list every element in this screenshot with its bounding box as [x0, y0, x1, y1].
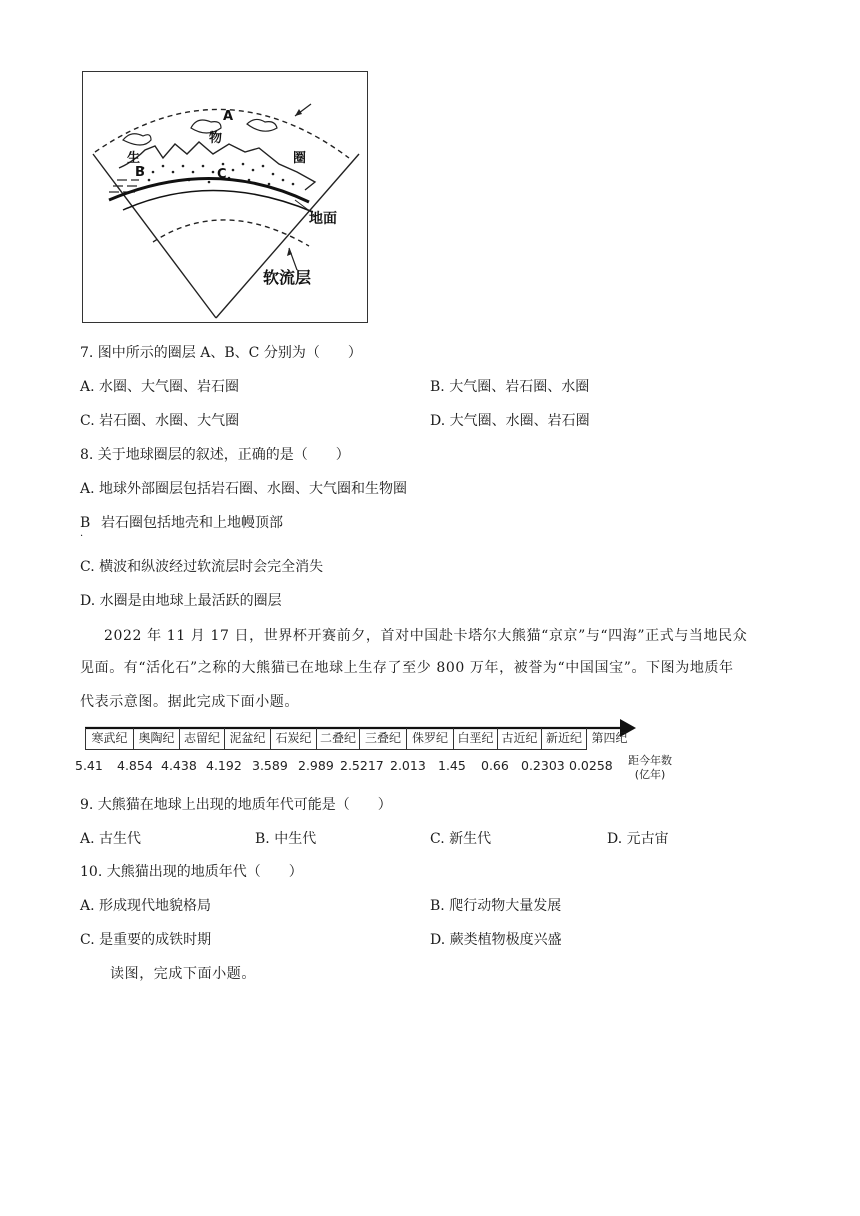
tick-label: 5.41 [75, 758, 103, 773]
next-section-prompt: 读图，完成下面小题。 [110, 966, 256, 982]
tick-label: 0.0258 [569, 758, 613, 773]
label-quan: 圈 [293, 151, 307, 166]
tick-label: 4.438 [161, 758, 197, 773]
tick-label: 2.5217 [340, 758, 384, 773]
label-dimian: 地面 [309, 211, 337, 227]
question-8-stem: 8. 关于地球圈层的叙述，正确的是（ ） [80, 447, 350, 463]
question-9-option-c: C. 新生代 [430, 831, 492, 847]
question-8-option-d: D. 水圈是由地球上最活跃的圈层 [80, 593, 282, 609]
question-7-option-c: C. 岩石圈、水圈、大气圈 [80, 413, 240, 429]
question-9-option-a: A. 古生代 [80, 831, 142, 847]
era-quaternary: 第四纪 [586, 728, 632, 750]
era-carboniferous: 石炭纪 [270, 728, 316, 750]
question-8-option-a: A. 地球外部圈层包括岩石圈、水圈、大气圈和生物圈 [80, 481, 408, 497]
era-cambrian: 寒武纪 [85, 728, 133, 750]
tick-label: 0.66 [481, 758, 509, 773]
label-b: B [135, 165, 145, 180]
timeline-unit-line2: (亿年) [634, 768, 666, 781]
era-devonian: 泥盆纪 [224, 728, 270, 750]
question-8-option-c: C. 横波和纵波经过软流层时会完全消失 [80, 559, 324, 575]
question-10-option-d: D. 蕨类植物极度兴盛 [430, 932, 562, 948]
era-jurassic: 侏罗纪 [406, 728, 453, 750]
question-9-option-b: B. 中生代 [255, 831, 317, 847]
tick-label: 4.854 [117, 758, 153, 773]
geologic-timeline [75, 716, 680, 796]
tick-label: 0.2303 [521, 758, 565, 773]
tick-label: 1.45 [438, 758, 466, 773]
label-sheng: 生 [127, 151, 141, 166]
era-paleogene: 古近纪 [497, 728, 541, 750]
passage-line-2: 见面。有“活化石”之称的大熊猫已在地球上生存了至少 800 万年，被誉为“中国国宝”。下图为地质年 [80, 660, 734, 676]
era-triassic: 三叠纪 [359, 728, 406, 750]
era-neogene: 新近纪 [541, 728, 586, 750]
question-10-option-b: B. 爬行动物大量发展 [430, 898, 562, 914]
question-8-option-b-text: 岩石圈包括地壳和上地幔顶部 [101, 515, 283, 531]
question-10-option-c: C. 是重要的成铁时期 [80, 932, 212, 948]
question-8-option-b-letter: B [80, 515, 91, 531]
era-silurian: 志留纪 [179, 728, 224, 750]
tick-label: 3.589 [252, 758, 288, 773]
question-10-option-a: A. 形成现代地貌格局 [80, 898, 212, 914]
timeline-unit [620, 754, 680, 782]
question-7-stem: 7. 图中所示的圈层 A、B、C 分别为（ ） [80, 345, 362, 361]
tick-label: 2.013 [390, 758, 426, 773]
label-c: C [217, 167, 227, 182]
label-a: A [223, 109, 234, 124]
era-ordovician: 奥陶纪 [133, 728, 179, 750]
question-9-stem: 9. 大熊猫在地球上出现的地质年代可能是（ ） [80, 797, 392, 813]
question-9-option-d: D. 元古宙 [607, 831, 669, 847]
label-wu: 物 [209, 131, 223, 146]
question-7-option-b: B. 大气圈、岩石圈、水圈 [430, 379, 590, 395]
question-7-option-a: A. 水圈、大气圈、岩石圈 [80, 379, 240, 395]
option-b-dot: · [80, 531, 84, 542]
era-permian: 二叠纪 [316, 728, 359, 750]
timeline-unit-line1: 距今年数 [628, 754, 672, 767]
era-cretaceous: 白垩纪 [453, 728, 497, 750]
tick-label: 2.989 [298, 758, 334, 773]
tick-label: 4.192 [206, 758, 242, 773]
question-7-option-d: D. 大气圈、水圈、岩石圈 [430, 413, 590, 429]
era-row [85, 728, 632, 750]
earth-spheres-figure [82, 71, 368, 323]
question-10-stem: 10. 大熊猫出现的地质年代（ ） [80, 864, 303, 880]
passage-line-3: 代表示意图。据此完成下面小题。 [80, 694, 299, 710]
passage-line-1: 2022 年 11 月 17 日，世界杯开赛前夕，首对中国赴卡塔尔大熊猫“京京”与“四海”正式与当地民众 [104, 628, 748, 644]
label-ruanliuceng: 软流层 [263, 268, 312, 287]
